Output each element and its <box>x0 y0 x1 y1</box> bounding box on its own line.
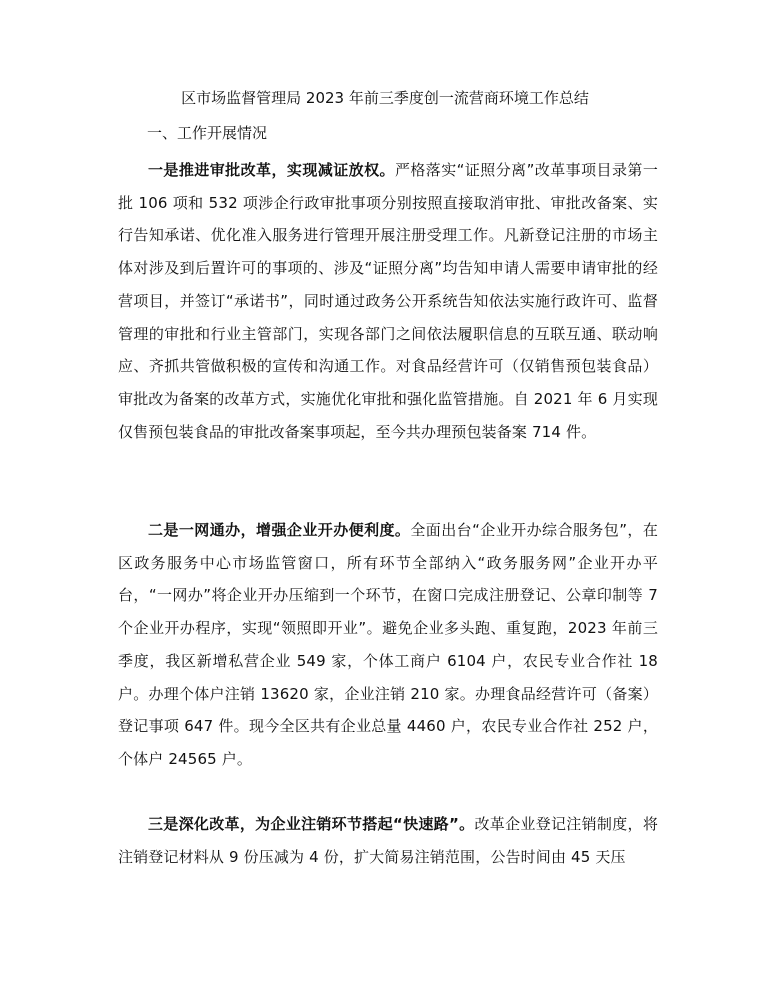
paragraph-body: 严格落实“证照分离”改革事项目录第一批 106 项和 532 项涉企行政审批事项分别按照直接取消审批、审批改备案、实行告知承诺、优化准入服务进行管理开展注册受理工作。凡新登记注册的市场主体对涉及到后置许可的事项的、涉及“证照分离”均告知申请人需要申请审批的经营项目，并签订“承诺书”，同时通过政务公开系统告知依法实施行政许可、监督管理的审批和行业主管部门，实现各部门之间依法履职信息的互联互通、联动响应、齐抓共管做积极的宣传和沟通工作。对食品经营许可（仅销售预包装食品）审批改为备案的改革方式，实施优化审批和强化监管措施。自 2021 年 6 月实现仅售预包装食品的审批改备案事项起，至今共办理预包装备案 714 件。 <box>118 161 658 441</box>
paragraph-body: 改革企业登记注销制度，将注销登记材料从 9 份压减为 4 份，扩大简易注销范围，公告时间由 45 天压 <box>118 815 658 866</box>
section-heading: 一、工作开展情况 <box>147 124 268 142</box>
paragraph-deregistration <box>118 808 658 873</box>
document-title: 区市场监督管理局 2023 年前三季度创一流营商环境工作总结 <box>181 89 589 107</box>
paragraph-lead: 二是一网通办，增强企业开办便利度。 <box>148 521 411 539</box>
paragraph-approval-reform <box>118 154 658 448</box>
paragraph-lead: 一是推进审批改革，实现减证放权。 <box>148 161 395 179</box>
paragraph-one-network <box>118 514 658 776</box>
paragraph-body: 全面出台“企业开办综合服务包”，在区政务服务中心市场监管窗口，所有环节全部纳入“政务服务网”企业开办平台，“一网办”将企业开办压缩到一个环节，在窗口完成注册登记、公章印制等 7 个企业开办程序，实现“领照即开业”。避免企业多头跑、重复跑，2023 年前三季度，我区新增私营企业 549 家，个体工商户 6104 户，农民专业合作社 18 户。办理个体户注销 13620 家，企业注销 210 家。办理食品经营许可（备案）登记事项 647 件。现今全区共有企业总量 4460 户，农民专业合作社 252 户，个体户 24565 户。 <box>118 521 658 768</box>
paragraph-lead: 三是深化改革，为企业注销环节搭起“快速路”。 <box>148 815 475 833</box>
